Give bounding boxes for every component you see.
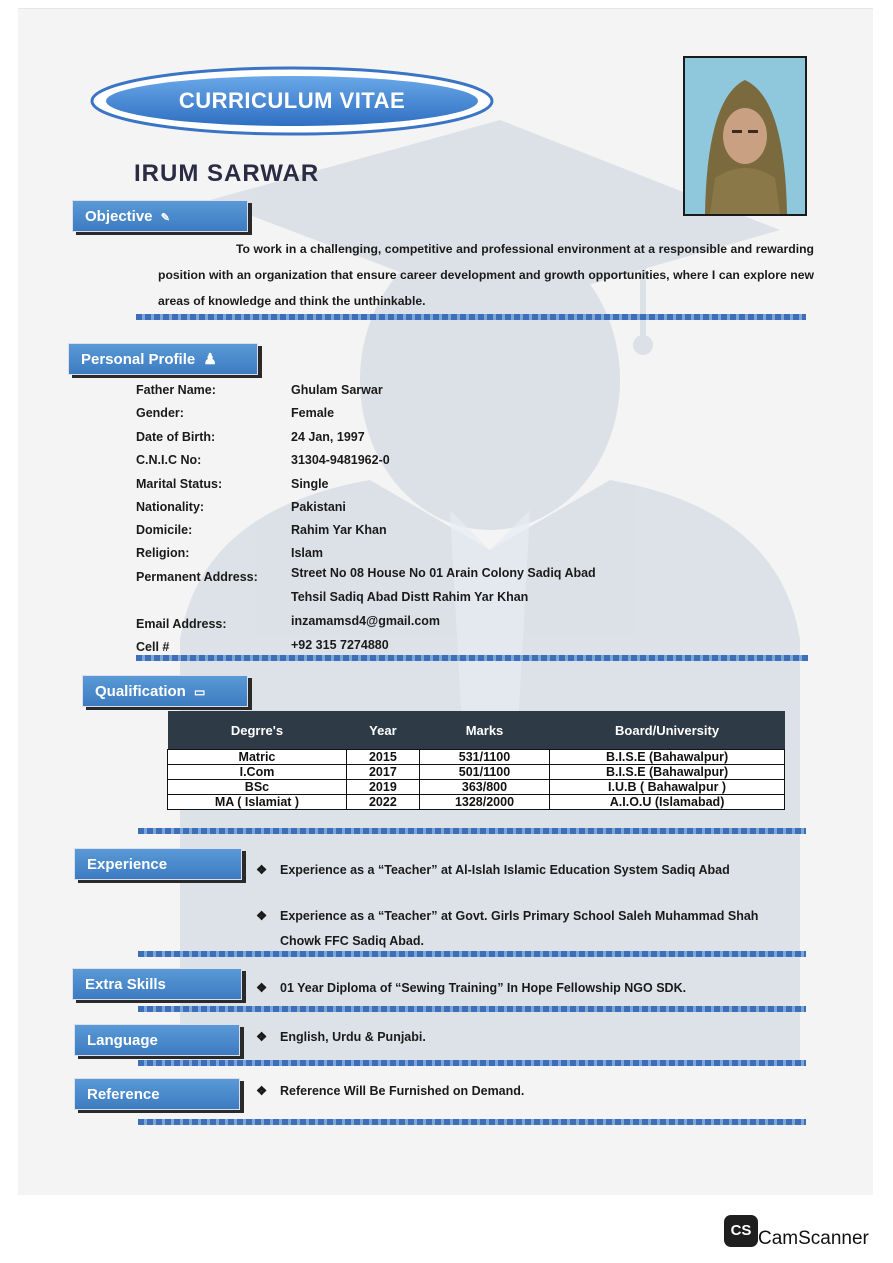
- column-header: Year: [346, 711, 419, 750]
- divider: [138, 1060, 806, 1066]
- candidate-name: IRUM SARWAR: [134, 160, 320, 187]
- section-language: [74, 1024, 240, 1056]
- profile-label: Nationality:: [136, 500, 205, 514]
- language-text: English, Urdu & Punjabi.: [280, 1030, 426, 1044]
- table-cell: BSc: [168, 780, 347, 795]
- table-cell: I.U.B ( Bahawalpur ): [550, 780, 785, 795]
- camscanner-label: CamScanner: [758, 1228, 869, 1249]
- qualification-table: [167, 711, 785, 810]
- divider: [136, 314, 806, 320]
- table-row: [168, 795, 785, 810]
- list-item: [256, 980, 686, 995]
- section-qualification: [82, 675, 248, 707]
- experience-text: Experience as a “Teacher” at Govt. Girls Primary School Saleh Muhammad Shah: [280, 909, 759, 923]
- table-cell: 2015: [346, 750, 419, 765]
- profile-value: Single: [291, 477, 329, 491]
- table-cell: 363/800: [419, 780, 549, 795]
- table-cell: Matric: [168, 750, 347, 765]
- profile-label: Date of Birth:: [136, 430, 216, 444]
- experience-text: Experience as a “Teacher” at Al-Islah Islamic Education System Sadiq Abad: [280, 863, 730, 877]
- profile-value: Female: [291, 406, 335, 420]
- divider: [138, 828, 806, 834]
- profile-label: Email Address:: [136, 617, 227, 631]
- profile-label: Gender:: [136, 406, 184, 420]
- extra-skills-text: 01 Year Diploma of “Sewing Training” In Hope Fellowship NGO SDK.: [280, 981, 687, 995]
- person-icon: ♟: [203, 351, 217, 368]
- list-item: [256, 1029, 426, 1044]
- section-personal-label: Personal Profile: [81, 351, 196, 368]
- profile-value: 24 Jan, 1997: [291, 430, 365, 444]
- table-cell: 531/1100: [419, 750, 549, 765]
- section-objective-label: Objective: [85, 208, 153, 225]
- table-cell: 2019: [346, 780, 419, 795]
- list-item: [256, 862, 730, 877]
- table-cell: 1328/2000: [419, 795, 549, 810]
- profile-value: Pakistani: [291, 500, 346, 514]
- profile-value: Islam: [291, 546, 323, 560]
- objective-paragraph: [158, 236, 814, 314]
- cv-title: CURRICULUM VITAE: [178, 88, 406, 113]
- profile-value: Street No 08 House No 01 Arain Colony Sadiq Abad: [291, 566, 596, 580]
- divider: [136, 655, 808, 661]
- list-item: [256, 1083, 524, 1098]
- table-cell: 2022: [346, 795, 419, 810]
- section-language-label: Language: [87, 1032, 158, 1049]
- diamond-bullet-icon: ❖: [256, 1084, 268, 1098]
- profile-label: Religion:: [136, 546, 190, 560]
- section-experience-label: Experience: [87, 856, 168, 873]
- section-qualification-label: Qualification: [95, 683, 186, 700]
- section-reference: [74, 1078, 240, 1110]
- reference-text: Reference Will Be Furnished on Demand.: [280, 1084, 525, 1098]
- section-personal-profile: [68, 343, 258, 375]
- diamond-bullet-icon: ❖: [256, 1030, 268, 1044]
- column-header: Marks: [419, 711, 549, 750]
- profile-photo: [683, 56, 807, 216]
- section-experience: [74, 848, 242, 880]
- table-cell: I.Com: [168, 765, 347, 780]
- person-photo-icon: [685, 58, 805, 214]
- table-header-row: [168, 711, 785, 750]
- profile-value: Rahim Yar Khan: [291, 523, 387, 537]
- table-row: [168, 765, 785, 780]
- table-cell: 2017: [346, 765, 419, 780]
- diamond-bullet-icon: ❖: [256, 909, 268, 923]
- profile-value: Tehsil Sadiq Abad Distt Rahim Yar Khan: [291, 590, 529, 604]
- profile-value: 31304-9481962-0: [291, 453, 390, 467]
- book-icon: ▭: [194, 685, 206, 699]
- table-cell: 501/1100: [419, 765, 549, 780]
- list-item-continuation: Chowk FFC Sadiq Abad.: [280, 934, 424, 948]
- table-cell: A.I.O.U (Islamabad): [550, 795, 785, 810]
- column-header: Board/University: [550, 711, 785, 750]
- diamond-bullet-icon: ❖: [256, 981, 268, 995]
- section-extra-label: Extra Skills: [85, 976, 166, 993]
- divider: [138, 1119, 806, 1125]
- profile-value: +92 315 7274880: [291, 638, 389, 652]
- profile-label: Marital Status:: [136, 477, 223, 491]
- list-item: [256, 908, 758, 923]
- divider: [138, 1006, 806, 1012]
- diamond-bullet-icon: ❖: [256, 863, 268, 877]
- divider: [138, 951, 806, 957]
- profile-label: Cell #: [136, 640, 170, 654]
- profile-label: C.N.I.C No:: [136, 453, 202, 467]
- profile-value: Ghulam Sarwar: [291, 383, 383, 397]
- column-header: Degrre's: [168, 711, 347, 750]
- profile-value: inzamamsd4@gmail.com: [291, 614, 441, 628]
- objective-text: To work in a challenging, competitive and professional environment at a responsible and rewarding position with an organization that ensure career development and growth opportunities, where I can explore new areas of knowledge and think the unthinkable.: [158, 242, 814, 308]
- table-row: [168, 780, 785, 795]
- section-reference-label: Reference: [87, 1086, 160, 1103]
- profile-label: Father Name:: [136, 383, 216, 397]
- pencil-icon: ✎: [160, 212, 170, 224]
- table-row: [168, 750, 785, 765]
- table-cell: MA ( Islamiat ): [168, 795, 347, 810]
- section-objective: [72, 200, 248, 232]
- camscanner-logo: CS: [724, 1215, 758, 1247]
- section-extra-skills: [72, 968, 242, 1000]
- profile-label: Permanent Address:: [136, 570, 258, 584]
- table-cell: B.I.S.E (Bahawalpur): [550, 765, 785, 780]
- table-cell: B.I.S.E (Bahawalpur): [550, 750, 785, 765]
- profile-label: Domicile:: [136, 523, 193, 537]
